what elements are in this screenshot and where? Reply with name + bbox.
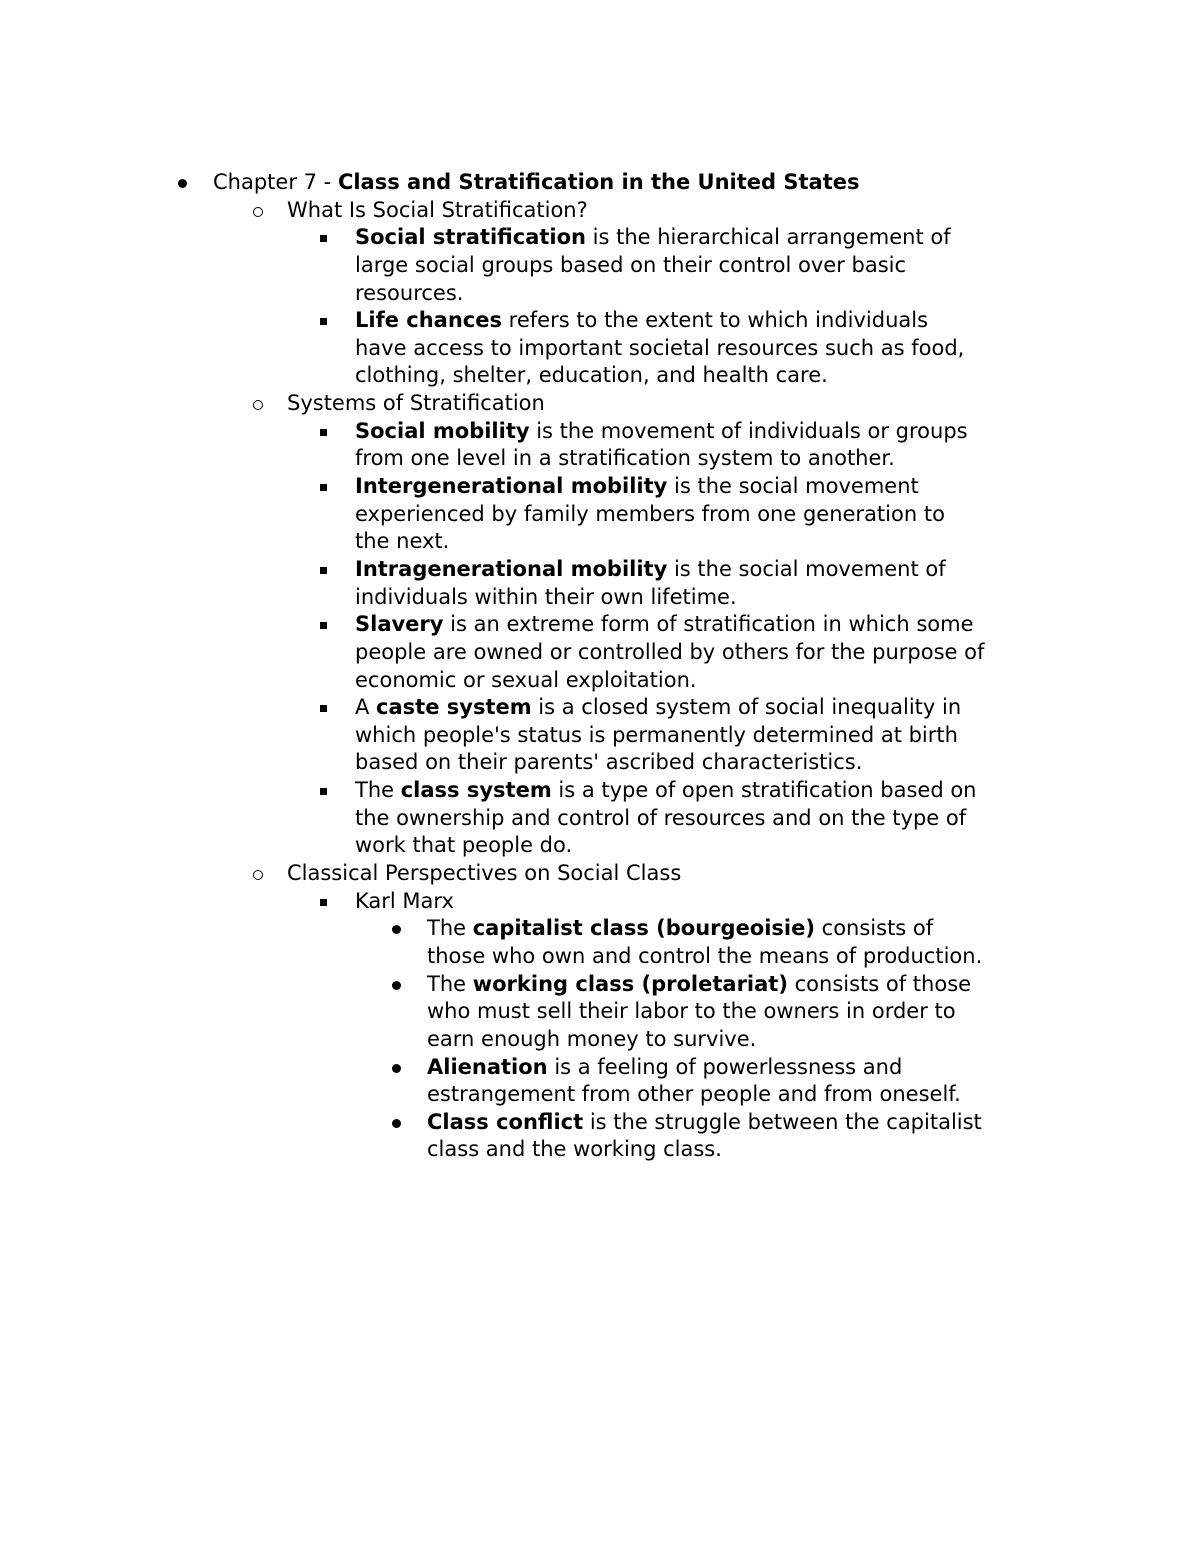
list-item <box>427 971 1200 1054</box>
list-item-line <box>355 749 1200 777</box>
bullet-square-icon <box>320 788 327 795</box>
list-item-line <box>355 224 1200 252</box>
list-item-line <box>355 556 1200 584</box>
body-text: earn enough money to survive. <box>427 1026 757 1051</box>
term-bold-text: caste system <box>376 695 532 720</box>
body-text: The <box>427 916 473 941</box>
body-text: who must sell their labor to the owners in order to <box>427 999 956 1024</box>
body-text: Classical Perspectives on Social Class <box>287 861 682 886</box>
body-text: estrangement from other people and from oneself. <box>427 1082 961 1107</box>
list-item-line <box>355 832 1200 860</box>
list-item <box>355 418 1200 473</box>
list-item-line <box>355 667 1200 695</box>
body-text: is the social movement <box>667 474 919 499</box>
bullet-circle-icon <box>253 400 263 410</box>
body-text: Systems of Stratification <box>287 391 545 416</box>
list-item <box>355 556 1200 611</box>
body-text: from one level in a stratification system to another. <box>355 446 895 471</box>
list-item-line <box>427 1109 1200 1137</box>
body-text: is a feeling of powerlessness and <box>547 1054 903 1079</box>
list-item-line <box>355 805 1200 833</box>
list-item-line <box>427 915 1200 943</box>
body-text: is the struggle between the capitalist <box>583 1109 982 1134</box>
list-item <box>427 915 1200 970</box>
bullet-disc-icon <box>392 1119 401 1128</box>
body-text: economic or sexual exploitation. <box>355 667 697 692</box>
list-item-line <box>355 473 1200 501</box>
body-text: those who own and control the means of production. <box>427 943 983 968</box>
bullet-square-icon <box>320 235 327 242</box>
body-text: individuals within their own lifetime. <box>355 584 737 609</box>
list-item <box>427 1054 1200 1109</box>
list-item-line <box>355 528 1200 556</box>
list-item-line <box>427 1026 1200 1054</box>
body-text: is an extreme form of stratification in which some <box>443 612 974 637</box>
bullet-disc-icon <box>178 179 187 188</box>
list-item-line <box>427 943 1200 971</box>
list-item-line <box>355 280 1200 308</box>
bullet-circle-icon <box>253 870 263 880</box>
list-item-line <box>427 1054 1200 1082</box>
term-bold-text: working class (proletariat) <box>472 971 788 996</box>
bullet-square-icon <box>320 318 327 325</box>
term-bold-text: Life chances <box>355 308 502 333</box>
body-text: work that people do. <box>355 833 573 858</box>
document-list <box>0 169 1200 1164</box>
body-text: people are owned or controlled by others for the purpose of <box>355 639 985 664</box>
list-item-line <box>355 888 1200 916</box>
list-item <box>287 390 1200 418</box>
bullet-square-icon <box>320 899 327 906</box>
list-item-line <box>355 418 1200 446</box>
list-item-line <box>287 197 1200 225</box>
list-item <box>213 169 1200 197</box>
term-bold-text: Social stratification <box>355 225 586 250</box>
list-item-line <box>287 860 1200 888</box>
list-item <box>355 888 1200 916</box>
body-text: The <box>355 778 401 803</box>
bullet-square-icon <box>320 484 327 491</box>
list-item-line <box>355 335 1200 363</box>
list-item-line <box>287 390 1200 418</box>
body-text: clothing, shelter, education, and health care. <box>355 363 828 388</box>
list-item-line <box>355 362 1200 390</box>
list-item-line <box>427 998 1200 1026</box>
body-text: A <box>355 695 377 720</box>
bullet-square-icon <box>320 705 327 712</box>
bullet-square-icon <box>320 622 327 629</box>
term-bold-text: Social mobility <box>355 418 530 443</box>
bullet-disc-icon <box>392 1064 401 1073</box>
body-text: consists of those <box>787 971 972 996</box>
term-bold-text: Alienation <box>427 1054 548 1079</box>
body-text: have access to important societal resources such as food, <box>355 335 965 360</box>
list-item-line <box>355 252 1200 280</box>
body-text: the next. <box>355 529 450 554</box>
list-item-line <box>355 694 1200 722</box>
list-item-line <box>355 501 1200 529</box>
body-text: is the social movement of <box>667 556 946 581</box>
body-text: is a type of open stratification based on <box>551 778 977 803</box>
body-text: is the movement of individuals or groups <box>529 418 968 443</box>
body-text: resources. <box>355 280 464 305</box>
bullet-square-icon <box>320 567 327 574</box>
body-text: What Is Social Stratification? <box>287 197 588 222</box>
term-bold-text: class system <box>400 778 552 803</box>
term-bold-text: Class conflict <box>427 1109 584 1134</box>
bullet-circle-icon <box>253 207 263 217</box>
list-item-line <box>427 1081 1200 1109</box>
list-item <box>355 473 1200 556</box>
body-text: Chapter 7 - <box>213 170 338 194</box>
body-text: large social groups based on their control over basic <box>355 252 907 277</box>
list-item-line <box>427 1136 1200 1164</box>
list-item-line <box>355 445 1200 473</box>
body-text: class and the working class. <box>427 1137 722 1162</box>
list-item <box>355 224 1200 307</box>
body-text: which people's status is permanently determined at birth <box>355 722 958 747</box>
list-item-line <box>355 307 1200 335</box>
list-item-line <box>213 169 1200 197</box>
bullet-disc-icon <box>392 925 401 934</box>
list-item <box>427 1109 1200 1164</box>
body-text: The <box>427 971 473 996</box>
list-item-line <box>427 971 1200 999</box>
list-item-line <box>355 722 1200 750</box>
term-bold-text: Slavery <box>355 612 444 637</box>
term-bold-text: Intragenerational mobility <box>355 556 668 581</box>
list-item-line <box>355 777 1200 805</box>
list-item <box>355 694 1200 777</box>
list-item <box>355 777 1200 860</box>
body-text: is a closed system of social inequality in <box>531 695 962 720</box>
bullet-square-icon <box>320 429 327 436</box>
body-text: refers to the extent to which individuals <box>501 308 929 333</box>
term-bold-text: Class and Stratification in the United States <box>337 170 860 194</box>
list-item <box>287 197 1200 225</box>
body-text: consists of <box>814 916 934 941</box>
body-text: is the hierarchical arrangement of <box>585 225 951 250</box>
body-text: Karl Marx <box>355 888 454 913</box>
list-item <box>287 860 1200 888</box>
body-text: experienced by family members from one generation to <box>355 501 945 526</box>
list-item-line <box>355 584 1200 612</box>
bullet-disc-icon <box>392 981 401 990</box>
list-item <box>355 611 1200 694</box>
body-text: based on their parents' ascribed characteristics. <box>355 750 863 775</box>
term-bold-text: Intergenerational mobility <box>355 474 668 499</box>
term-bold-text: capitalist class (bourgeoisie) <box>472 916 815 941</box>
list-item <box>355 307 1200 390</box>
list-item-line <box>355 611 1200 639</box>
body-text: the ownership and control of resources and on the type of <box>355 805 967 830</box>
list-item-line <box>355 639 1200 667</box>
